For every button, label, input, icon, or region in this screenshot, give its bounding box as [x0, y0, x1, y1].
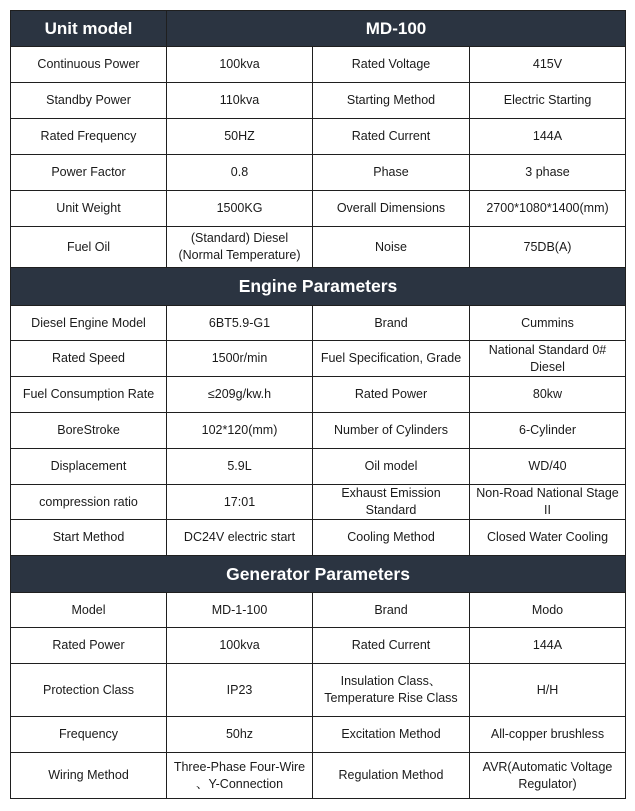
param-label: Rated Power — [313, 377, 470, 413]
param-label: Fuel Oil — [11, 227, 167, 268]
param-value: 5.9L — [167, 449, 313, 485]
param-label: Noise — [313, 227, 470, 268]
param-label: Oil model — [313, 449, 470, 485]
param-value: Closed Water Cooling — [470, 520, 626, 556]
param-label: Standby Power — [11, 83, 167, 119]
param-value: Electric Starting — [470, 83, 626, 119]
param-label: Cooling Method — [313, 520, 470, 556]
param-label: Diesel Engine Model — [11, 306, 167, 341]
param-value: Non-Road National Stage II — [470, 485, 626, 520]
spec-row — [11, 449, 626, 485]
param-label: Regulation Method — [313, 753, 470, 799]
param-value: 75DB(A) — [470, 227, 626, 268]
param-label: Model — [11, 593, 167, 628]
param-value: 3 phase — [470, 155, 626, 191]
param-label: Overall Dimensions — [313, 191, 470, 227]
spec-row — [11, 628, 626, 664]
spec-table — [10, 10, 626, 799]
param-label: Protection Class — [11, 664, 167, 717]
param-value: 100kva — [167, 628, 313, 664]
param-value: IP23 — [167, 664, 313, 717]
spec-row — [11, 377, 626, 413]
spec-row — [11, 753, 626, 799]
param-value: WD/40 — [470, 449, 626, 485]
spec-row — [11, 155, 626, 191]
param-value: 102*120(mm) — [167, 413, 313, 449]
spec-row — [11, 485, 626, 520]
param-label: Excitation Method — [313, 717, 470, 753]
param-label: Power Factor — [11, 155, 167, 191]
param-label: Number of Cylinders — [313, 413, 470, 449]
param-value: 144A — [470, 119, 626, 155]
spec-row — [11, 306, 626, 341]
engine-section-title: Engine Parameters — [11, 268, 626, 306]
param-value: 415V — [470, 47, 626, 83]
unit-model-header-row — [11, 11, 626, 47]
param-label: Unit Weight — [11, 191, 167, 227]
generator-section — [11, 593, 626, 799]
param-value: H/H — [470, 664, 626, 717]
param-label: Rated Current — [313, 119, 470, 155]
param-value: National Standard 0# Diesel — [470, 341, 626, 377]
spec-row — [11, 83, 626, 119]
param-label: Frequency — [11, 717, 167, 753]
param-value: 6BT5.9-G1 — [167, 306, 313, 341]
spec-row — [11, 717, 626, 753]
param-value: 144A — [470, 628, 626, 664]
param-value: MD-1-100 — [167, 593, 313, 628]
spec-row — [11, 520, 626, 556]
param-value: 80kw — [470, 377, 626, 413]
param-label: Rated Speed — [11, 341, 167, 377]
param-value: 50HZ — [167, 119, 313, 155]
unit-model-label: Unit model — [11, 11, 167, 47]
param-value: Cummins — [470, 306, 626, 341]
param-value: 100kva — [167, 47, 313, 83]
param-value: 17:01 — [167, 485, 313, 520]
param-label: Fuel Specification, Grade — [313, 341, 470, 377]
spec-row — [11, 47, 626, 83]
param-value: (Standard) Diesel (Normal Temperature) — [167, 227, 313, 268]
param-label: Phase — [313, 155, 470, 191]
param-label: Brand — [313, 306, 470, 341]
spec-row — [11, 119, 626, 155]
param-value: ≤209g/kw.h — [167, 377, 313, 413]
param-value: 0.8 — [167, 155, 313, 191]
param-label: compression ratio — [11, 485, 167, 520]
param-value: 1500r/min — [167, 341, 313, 377]
unit-model-value: MD-100 — [167, 11, 626, 47]
spec-row — [11, 191, 626, 227]
param-value: DC24V electric start — [167, 520, 313, 556]
param-value: 1500KG — [167, 191, 313, 227]
param-label: Rated Power — [11, 628, 167, 664]
param-label: Displacement — [11, 449, 167, 485]
param-label: Insulation Class、 Temperature Rise Class — [313, 664, 470, 717]
engine-section-header-row — [11, 268, 626, 306]
param-label: Continuous Power — [11, 47, 167, 83]
generator-section-title: Generator Parameters — [11, 556, 626, 593]
spec-row — [11, 593, 626, 628]
param-label: Exhaust Emission Standard — [313, 485, 470, 520]
param-label: Brand — [313, 593, 470, 628]
param-value: Modo — [470, 593, 626, 628]
param-label: Rated Voltage — [313, 47, 470, 83]
param-value: All-copper brushless — [470, 717, 626, 753]
spec-row — [11, 341, 626, 377]
param-label: Start Method — [11, 520, 167, 556]
unit-section — [11, 47, 626, 268]
param-value: 6-Cylinder — [470, 413, 626, 449]
spec-row — [11, 227, 626, 268]
generator-section-header-row — [11, 556, 626, 593]
param-value: AVR(Automatic Voltage Regulator) — [470, 753, 626, 799]
param-label: Wiring Method — [11, 753, 167, 799]
param-label: BoreStroke — [11, 413, 167, 449]
param-label: Rated Current — [313, 628, 470, 664]
param-label: Fuel Consumption Rate — [11, 377, 167, 413]
param-value: Three-Phase Four-Wire 、Y-Connection — [167, 753, 313, 799]
spec-row — [11, 413, 626, 449]
spec-row — [11, 664, 626, 717]
param-value: 2700*1080*1400(mm) — [470, 191, 626, 227]
engine-section — [11, 306, 626, 556]
param-label: Rated Frequency — [11, 119, 167, 155]
param-label: Starting Method — [313, 83, 470, 119]
param-value: 50hz — [167, 717, 313, 753]
param-value: 110kva — [167, 83, 313, 119]
